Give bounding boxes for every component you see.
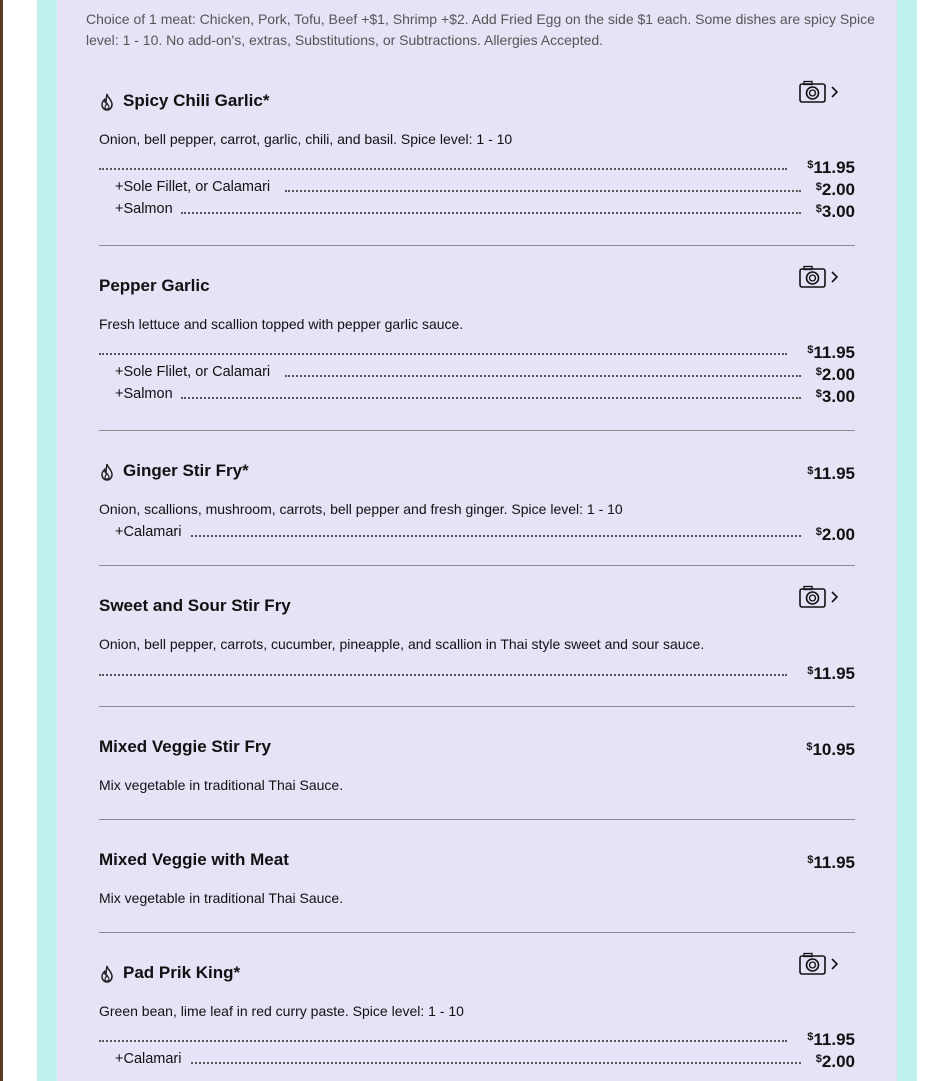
option-label: +Sole Fillet, or Calamari: [115, 179, 271, 195]
item-name: Ginger Stir Fry*: [123, 461, 249, 480]
item-description: Mix vegetable in traditional Thai Sauce.: [99, 890, 344, 906]
left-edge-strip: [0, 0, 3, 1081]
spicy-flame-icon: [99, 463, 115, 481]
dot-leader: [285, 190, 801, 192]
dot-leader: [181, 397, 801, 399]
option-price: $2.00: [815, 1052, 855, 1071]
item-name: Spicy Chili Garlic*: [123, 91, 270, 110]
item-price: $11.95: [807, 664, 855, 683]
item-description: Onion, bell pepper, carrot, garlic, chili, and basil. Spice level: 1 - 10: [99, 131, 513, 147]
dot-leader: [99, 674, 787, 676]
spicy-flame-icon: [99, 93, 115, 111]
option-price: $2.00: [815, 180, 855, 199]
option-label: +Salmon: [115, 386, 173, 402]
dot-leader: [99, 168, 787, 170]
item-price: $11.95: [807, 1030, 855, 1049]
spicy-flame-icon: [99, 965, 115, 983]
item-name: Pepper Garlic: [99, 276, 210, 295]
item-name: Pad Prik King*: [123, 963, 241, 982]
item-description: Onion, bell pepper, carrots, cucumber, pineapple, and scallion in Thai style sweet and sour sauce.: [99, 636, 705, 652]
option-price: $2.00: [815, 525, 855, 544]
dot-leader: [99, 1040, 787, 1042]
view-photo-button[interactable]: [799, 952, 843, 976]
item-price: $11.95: [807, 464, 855, 483]
option-label: +Salmon: [115, 201, 173, 217]
option-label: +Calamari: [115, 524, 182, 540]
dot-leader: [285, 375, 801, 377]
menu-item[interactable]: [99, 961, 855, 1070]
menu-item[interactable]: [99, 89, 855, 220]
divider: [99, 245, 855, 246]
dot-leader: [191, 535, 801, 537]
item-name: Sweet and Sour Stir Fry: [99, 596, 291, 615]
divider: [99, 819, 855, 820]
menu-item[interactable]: [99, 735, 855, 795]
view-photo-button[interactable]: [799, 585, 843, 609]
dot-leader: [181, 212, 801, 214]
item-description: Fresh lettuce and scallion topped with pepper garlic sauce.: [99, 316, 464, 332]
item-description: Onion, scallions, mushroom, carrots, bell pepper and fresh ginger. Spice level: 1 - 10: [99, 501, 623, 517]
item-description: Green bean, lime leaf in red curry paste. Spice level: 1 - 10: [99, 1003, 464, 1019]
divider: [99, 706, 855, 707]
item-price: $11.95: [807, 853, 855, 872]
view-photo-button[interactable]: [799, 265, 843, 289]
item-price: $11.95: [807, 343, 855, 362]
option-price: $2.00: [815, 365, 855, 384]
menu-item[interactable]: [99, 459, 855, 543]
dot-leader: [191, 1062, 801, 1064]
option-label: +Calamari: [115, 1051, 182, 1067]
item-name: Mixed Veggie Stir Fry: [99, 737, 271, 756]
dot-leader: [99, 353, 787, 355]
option-price: $3.00: [815, 202, 855, 221]
section-note: Choice of 1 meat: Chicken, Pork, Tofu, Beef +$1, Shrimp +$2. Add Fried Egg on the side $1 each. Some dishes are spicy Spice level: 1 - 10. No add-on's, extras, Substitutions, or Subtractions. Allergies Accepted.: [86, 11, 875, 48]
menu-item[interactable]: [99, 274, 855, 405]
option-price: $3.00: [815, 387, 855, 406]
view-photo-button[interactable]: [799, 80, 843, 104]
item-price: $10.95: [806, 740, 855, 759]
item-price: $11.95: [807, 158, 855, 177]
item-description: Mix vegetable in traditional Thai Sauce.: [99, 777, 344, 793]
menu-item[interactable]: [99, 594, 855, 682]
menu-item[interactable]: [99, 848, 855, 908]
option-label: +Sole Flilet, or Calamari: [115, 364, 271, 380]
item-name: Mixed Veggie with Meat: [99, 850, 289, 869]
divider: [99, 565, 855, 566]
divider: [99, 430, 855, 431]
divider: [99, 932, 855, 933]
